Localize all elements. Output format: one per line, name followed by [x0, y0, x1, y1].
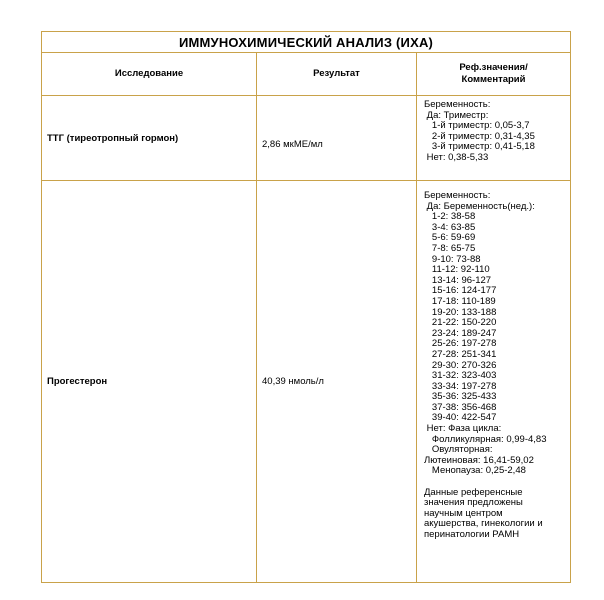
test-name: ТТГ (тиреотропный гормон) [42, 96, 257, 181]
reference-line: 9-10: 73-88 [424, 253, 481, 265]
table-row [42, 96, 571, 181]
reference-line: 17-18: 110-189 [424, 295, 496, 307]
reference-line: 27-28: 251-341 [424, 348, 497, 360]
reference-line: 7-8: 65-75 [424, 242, 476, 254]
column-header-reference [417, 53, 571, 96]
reference-line: Лютеиновая: 16,41-59,02 [424, 454, 534, 466]
reference-line: 13-14: 96-127 [424, 274, 492, 286]
reference-line: 31-32: 323-403 [424, 370, 497, 382]
test-result: 2,86 мкМЕ/мл [257, 96, 417, 181]
column-header-reference-line: Комментарий [461, 74, 526, 85]
reference-line: 3-й триместр: 0,41-5,18 [424, 141, 535, 153]
reference-line: 11-12: 92-110 [424, 264, 490, 276]
reference-line: 29-30: 270-326 [424, 359, 497, 371]
reference-line: Беременность: [424, 99, 491, 110]
reference-line: научным центром [424, 507, 503, 519]
reference-line: Нет: Фаза цикла: [424, 423, 502, 435]
column-header-result: Результат [257, 53, 417, 96]
column-header-row [42, 53, 571, 96]
reference-line: перинатологии РАМН [424, 529, 520, 540]
reference-line: значения предложены [424, 497, 523, 509]
reference-line: 39-40: 422-547 [424, 412, 497, 424]
reference-values [417, 181, 571, 583]
reference-line: Да: Триместр: [424, 109, 489, 121]
reference-line: 25-26: 197-278 [424, 338, 497, 350]
column-header-test: Исследование [42, 53, 257, 96]
test-name: Прогестерон [42, 181, 257, 583]
reference-line: 21-22: 150-220 [424, 317, 497, 329]
reference-values [417, 96, 571, 181]
column-header-reference-line: Реф.значения/ [459, 62, 528, 73]
reference-line: 5-6: 59-69 [424, 232, 476, 244]
reference-line: Да: Беременность(нед.): [424, 200, 535, 212]
reference-line: акушерства, гинекологии и [424, 518, 543, 530]
reference-line: 23-24: 189-247 [424, 327, 497, 339]
table-row [42, 181, 571, 583]
reference-line: 19-20: 133-188 [424, 306, 497, 318]
reference-line: Нет: 0,38-5,33 [424, 151, 489, 163]
reference-line: 37-38: 356-468 [424, 401, 497, 413]
reference-line: 3-4: 63-85 [424, 221, 476, 233]
reference-line: 15-16: 124-177 [424, 285, 497, 297]
analysis-table [41, 31, 571, 583]
reference-line: 1-й триместр: 0,05-3,7 [424, 120, 530, 132]
reference-line: 33-34: 197-278 [424, 380, 497, 392]
reference-line: 1-2: 38-58 [424, 211, 476, 223]
test-result: 40,39 нмоль/л [257, 181, 417, 583]
reference-line: Фолликулярная: 0,99-4,83 [424, 433, 547, 445]
table-title: ИММУНОХИМИЧЕСКИЙ АНАЛИЗ (ИХА) [42, 32, 571, 53]
reference-line: Данные референсные [424, 486, 523, 498]
reference-line: 35-36: 325-433 [424, 391, 497, 403]
reference-line: Овуляторная: [424, 444, 493, 456]
reference-line: Беременность: [424, 190, 491, 201]
reference-line: 2-й триместр: 0,31-4,35 [424, 130, 535, 142]
reference-line: Менопауза: 0,25-2,48 [424, 465, 526, 477]
